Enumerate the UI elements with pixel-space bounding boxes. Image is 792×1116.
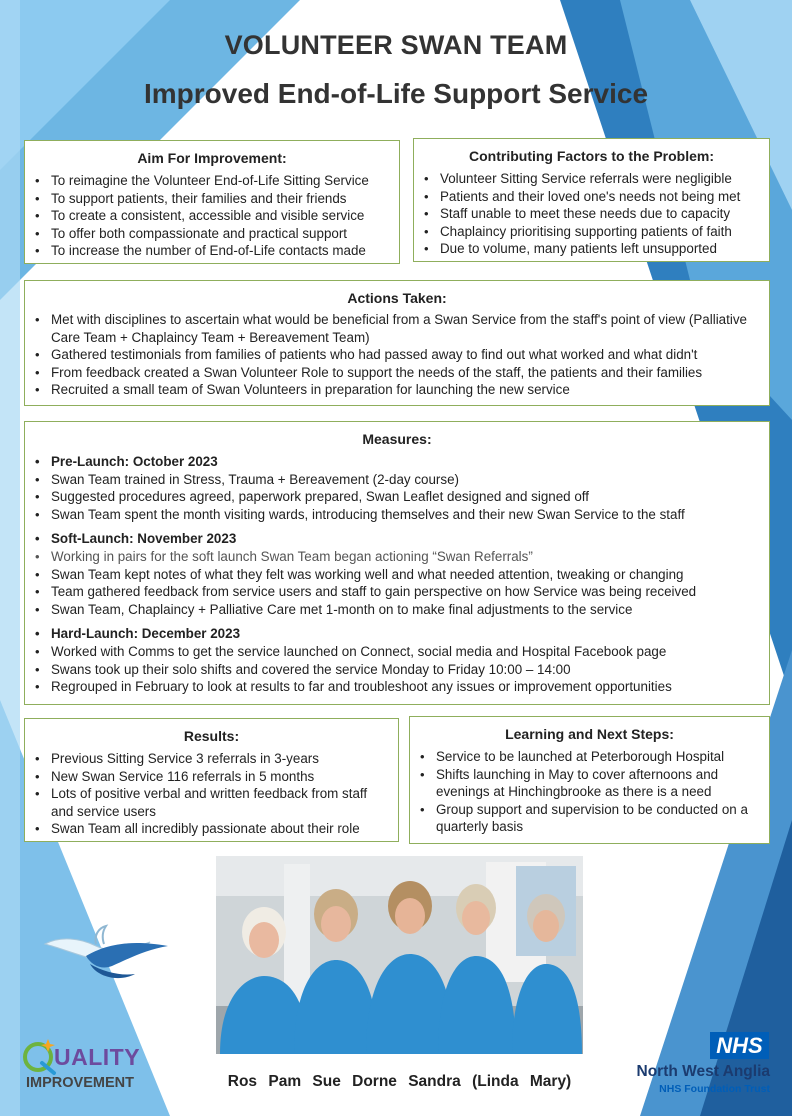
list-item: • Regrouped in February to look at results to far and troubleshoot any issues or improvement opportunities <box>31 678 763 696</box>
list-item: • Previous Sitting Service 3 referrals in 3-years <box>31 750 392 768</box>
actions-box <box>24 280 770 406</box>
aim-box <box>24 140 400 264</box>
list-item: • Working in pairs for the soft launch Swan Team began actioning “Swan Referrals” <box>31 548 763 566</box>
list-item: • Met with disciplines to ascertain what would be beneficial from a Swan Service from the staff's point of view (Palliative Care Team + Chaplaincy Team + Bereavement Team) <box>31 311 763 346</box>
photo-caption: Ros Pam Sue Dorne Sandra (Linda Mary) <box>227 1073 572 1090</box>
poster-subtitle: Improved End-of-Life Support Service <box>143 78 649 109</box>
trust-subtitle: NHS Foundation Trust <box>659 1083 770 1095</box>
hard-launch-heading: • Hard-Launch: December 2023 <box>31 625 763 643</box>
list-item: • Volunteer Sitting Service referrals were negligible <box>420 170 763 188</box>
list-item: • Worked with Comms to get the service launched on Connect, social media and Hospital Facebook page <box>31 643 763 661</box>
list-item: • To support patients, their families and their friends <box>31 190 393 208</box>
list-item: • Service to be launched at Peterborough Hospital <box>416 748 763 766</box>
list-item: • Shifts launching in May to cover afternoons and evenings at Hinchingbrooke as there is a need <box>416 766 763 801</box>
list-item: • Team gathered feedback from service users and staff to gain perspective on how Service was being received <box>31 583 763 601</box>
list-item: • Due to volume, many patients left unsupported <box>420 240 763 258</box>
soft-launch-heading: • Soft-Launch: November 2023 <box>31 530 763 548</box>
trust-name: North West Anglia <box>636 1063 770 1080</box>
actions-heading: Actions Taken: <box>347 290 447 306</box>
list-item: • To create a consistent, accessible and visible service <box>31 207 393 225</box>
factors-heading: Contributing Factors to the Problem: <box>469 148 714 164</box>
aim-heading: Aim For Improvement: <box>137 150 287 166</box>
list-item: • To reimagine the Volunteer End-of-Life Sitting Service <box>31 172 393 190</box>
list-item: • Chaplaincy prioritising supporting patients of faith <box>420 223 763 241</box>
factors-box <box>413 138 770 262</box>
list-item: • To increase the number of End-of-Life contacts made <box>31 242 393 260</box>
list-item: • Swan Team spent the month visiting wards, introducing themselves and their new Swan Service to the staff <box>31 506 763 524</box>
swan-logo-icon <box>40 908 180 988</box>
list-item: • Gathered testimonials from families of patients who had passed away to find out what worked and what didn't <box>31 346 763 364</box>
poster-title: VOLUNTEER SWAN TEAM <box>224 30 568 60</box>
list-item: • Lots of positive verbal and written feedback from staff and service users <box>31 785 392 820</box>
list-item: • New Swan Service 116 referrals in 5 months <box>31 768 392 786</box>
list-item: • Swan Team all incredibly passionate about their role <box>31 820 392 838</box>
list-item: • Swans took up their solo shifts and covered the service Monday to Friday 10:00 – 14:00 <box>31 661 763 679</box>
qi-logo-text: UALITY <box>54 1044 141 1070</box>
learning-box <box>409 716 770 844</box>
results-heading: Results: <box>183 728 240 744</box>
pre-launch-heading: • Pre-Launch: October 2023 <box>31 453 763 471</box>
list-item: • Swan Team, Chaplaincy + Palliative Care met 1-month on to make final adjustments to the service <box>31 601 763 619</box>
list-item: • Staff unable to meet these needs due to capacity <box>420 205 763 223</box>
nhs-logo: NHS <box>710 1032 769 1059</box>
list-item: • Recruited a small team of Swan Volunteers in preparation for launching the new service <box>31 381 763 399</box>
measures-box <box>24 421 770 705</box>
measures-heading: Measures: <box>362 431 432 447</box>
list-item: • Swan Team kept notes of what they felt was working well and what needed attention, tweaking or changing <box>31 566 763 584</box>
list-item: • Group support and supervision to be conducted on a quarterly basis <box>416 801 763 836</box>
list-item: • To offer both compassionate and practical support <box>31 225 393 243</box>
learning-heading: Learning and Next Steps: <box>505 726 674 742</box>
list-item: • Suggested procedures agreed, paperwork prepared, Swan Leaflet designed and signed off <box>31 488 763 506</box>
team-photo <box>216 856 583 1054</box>
results-box <box>24 718 399 842</box>
qi-logo-subtext: IMPROVEMENT <box>26 1075 134 1091</box>
list-item: • Patients and their loved one's needs not being met <box>420 188 763 206</box>
list-item: • From feedback created a Swan Volunteer Role to support the needs of the staff, the patients and their families <box>31 364 763 382</box>
list-item: • Swan Team trained in Stress, Trauma + Bereavement (2-day course) <box>31 471 763 489</box>
